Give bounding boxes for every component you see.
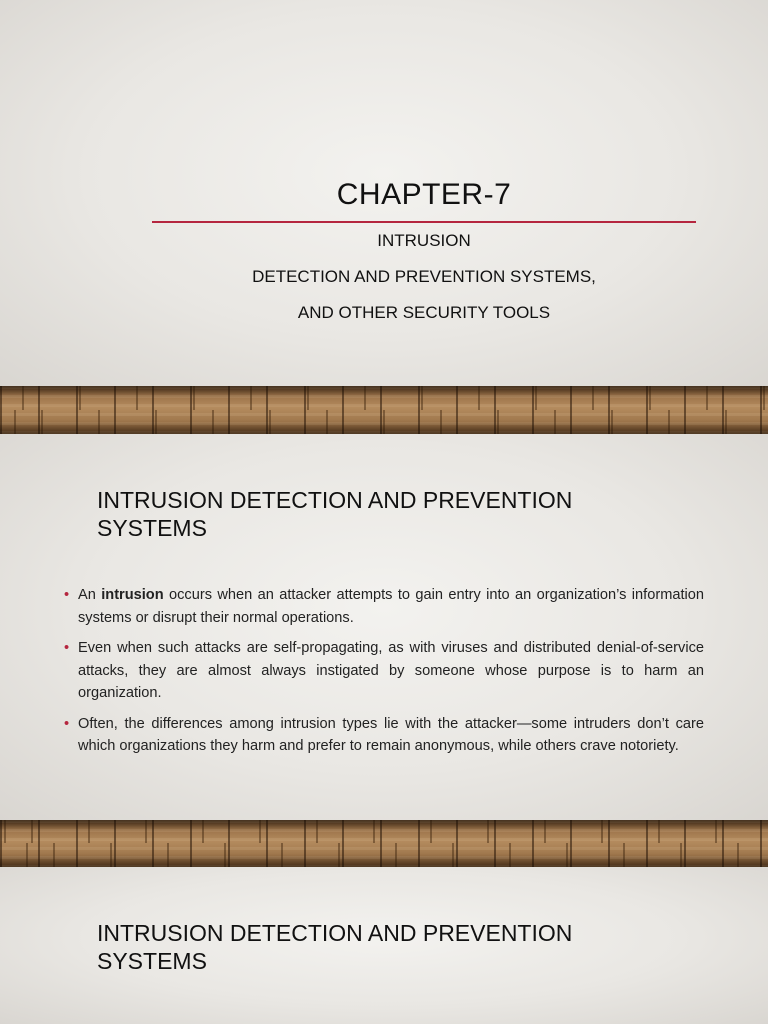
section-title-line-2: SYSTEMS (97, 948, 207, 974)
chapter-title: CHAPTER-7 (336, 178, 512, 211)
bullet-text-post: occurs when an attacker attempts to gain entry into an organization’s information systems or disrupt their normal operations. (78, 587, 704, 626)
section-title-line-1: INTRUSION DETECTION AND PREVENTION (97, 487, 573, 513)
bullet-text-bold: intrusion (101, 587, 164, 603)
title-divider (152, 221, 696, 223)
bullet-icon: • (64, 587, 70, 603)
bullet-item (64, 637, 704, 705)
section-title (97, 919, 677, 975)
section-title-line-2: SYSTEMS (97, 515, 207, 541)
floor-shade (0, 820, 768, 867)
bullet-icon: • (64, 715, 70, 732)
wood-floor-divider (0, 820, 768, 867)
subtitle-line-2: DETECTION AND PREVENTION SYSTEMS, (252, 267, 596, 286)
subtitle-line-3: AND OTHER SECURITY TOOLS (297, 303, 551, 322)
bullet-item (64, 584, 704, 629)
slide-3 (0, 867, 768, 1024)
subtitle-line-1: INTRUSION (377, 231, 471, 250)
bullet-item (64, 713, 704, 758)
floor-shade (0, 386, 768, 434)
bullet-text-pre: An (78, 587, 102, 603)
slide-1 (0, 0, 768, 386)
section-title (97, 486, 677, 542)
bullet-icon: • (64, 640, 70, 656)
slide-2 (0, 434, 768, 820)
bullet-text-pre: Even when such attacks are self-propagating, as with viruses and distributed denial-of-service attacks, they are almost always instigated by someone whose purpose is to harm an organization. (78, 640, 704, 701)
wood-floor-divider (0, 386, 768, 434)
bullet-list (64, 584, 704, 766)
section-title-line-1: INTRUSION DETECTION AND PREVENTION (97, 920, 573, 946)
bullet-text-pre: Often, the differences among intrusion types lie with the attacker—some intruders don’t care which organizations they harm and prefer to remain anonymous, while others crave notoriety. (78, 715, 704, 754)
